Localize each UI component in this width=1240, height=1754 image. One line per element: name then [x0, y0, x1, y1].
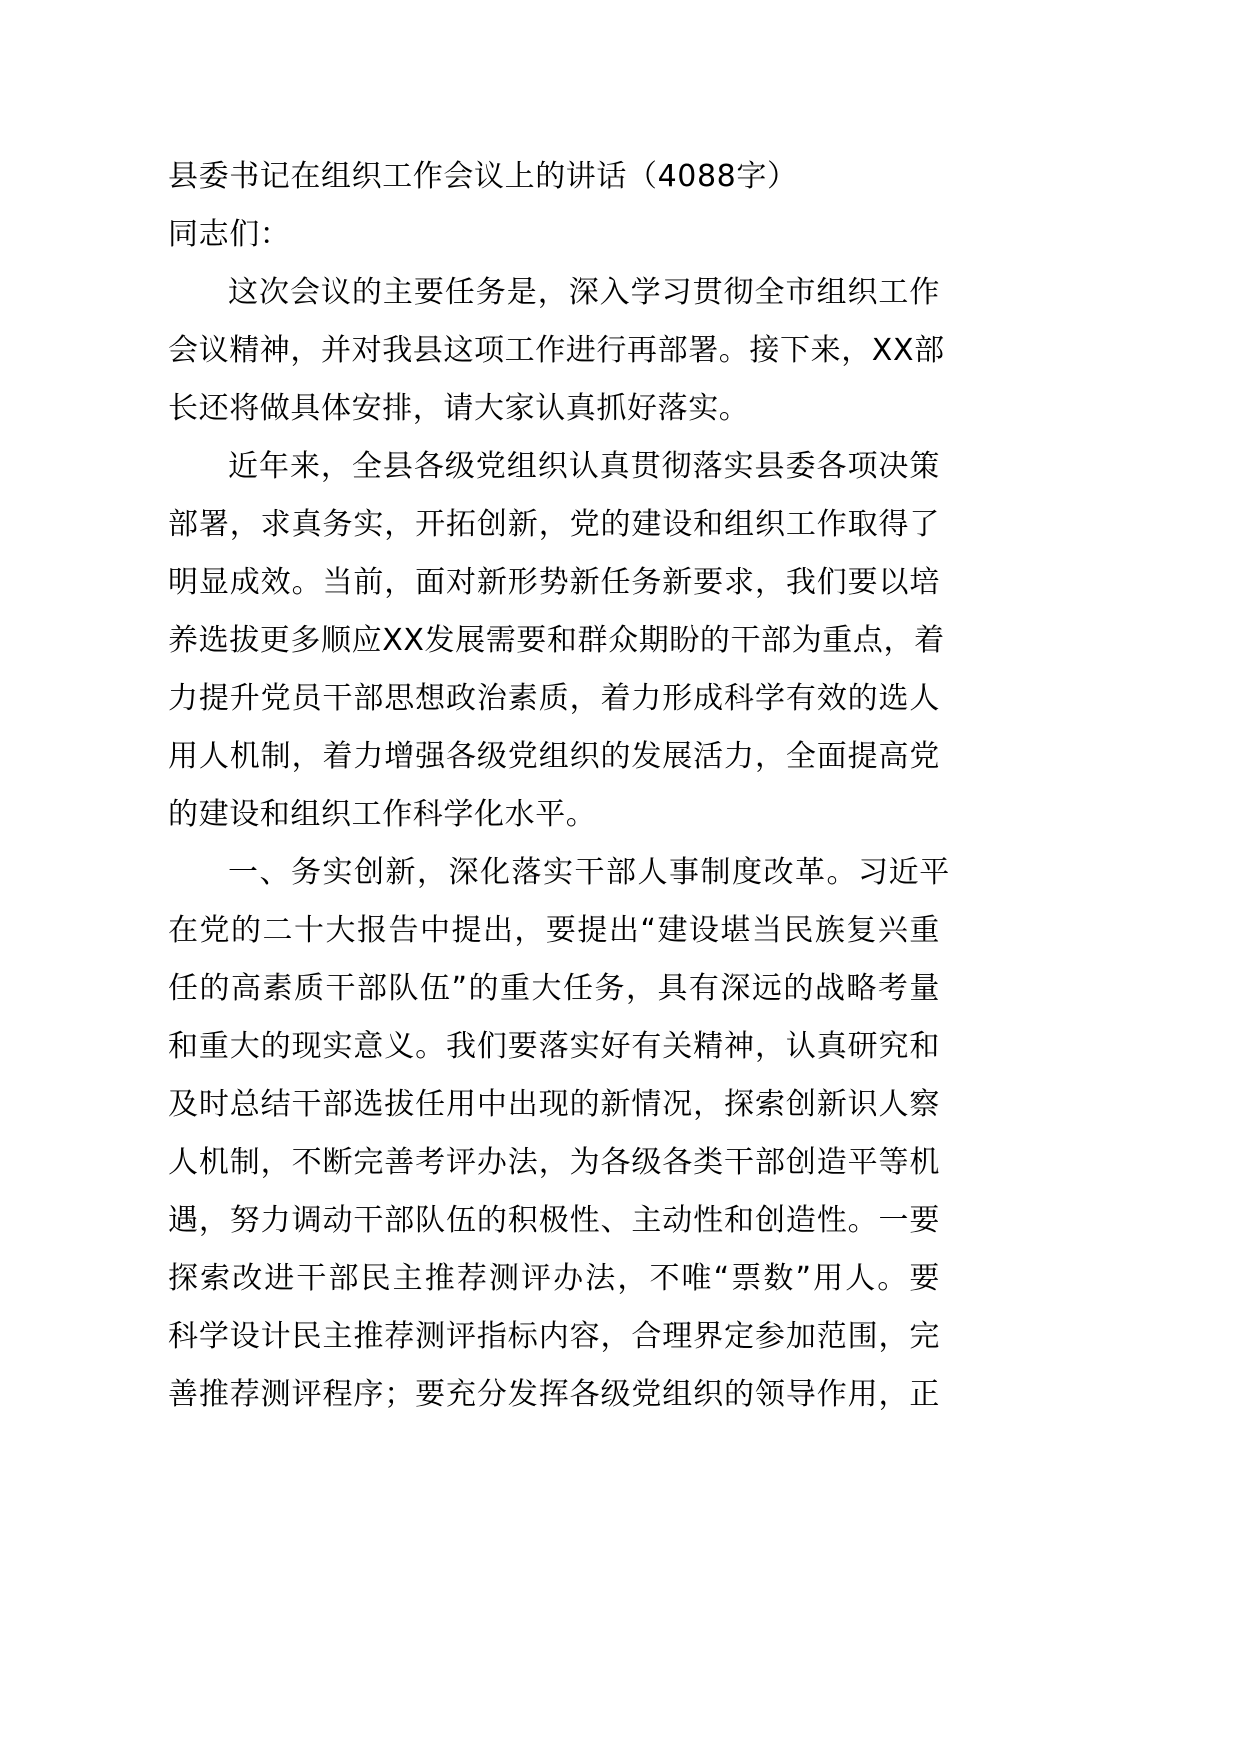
- paragraph-overview: [168, 438, 945, 844]
- paragraph-line: 明显成效。当前，面对新形势新任务新要求，我们要以培: [168, 565, 940, 600]
- paragraph-line: 会议精神，并对我县这项工作进行再部署。接下来，XX部: [168, 333, 945, 368]
- paragraph-line: 养选拔更多顺应XX发展需要和群众期盼的干部为重点，着: [168, 623, 945, 658]
- paragraph-line: 人机制，不断完善考评办法，为各级各类干部创造平等机: [168, 1145, 940, 1180]
- paragraph-section-one: [168, 844, 950, 1424]
- paragraph-line: 部署，求真务实，开拓创新，党的建设和组织工作取得了: [168, 507, 940, 542]
- paragraph-line: 及时总结干部选拔任用中出现的新情况，探索创新识人察: [168, 1087, 940, 1122]
- paragraph-line: 在党的二十大报告中提出，要提出“建设堪当民族复兴重: [168, 913, 940, 948]
- paragraph-line: 的建设和组织工作科学化水平。: [168, 797, 597, 832]
- paragraph-line: 用人机制，着力增强各级党组织的发展活力，全面提高党: [168, 739, 940, 774]
- paragraph-line: 近年来，全县各级党组织认真贯彻落实县委各项决策: [228, 449, 940, 484]
- salutation: 同志们：: [168, 217, 291, 252]
- document-title: 县委书记在组织工作会议上的讲话（4088字）: [168, 159, 798, 194]
- paragraph-line: 探索改进干部民主推荐测评办法，不唯“票数”用人。要: [168, 1261, 940, 1296]
- paragraph-line: 长还将做具体安排，请大家认真抓好落实。: [168, 391, 750, 426]
- section-heading: 一、务实创新，深化落实干部人事制度改革。: [228, 855, 858, 890]
- section-heading-tail: 习近平: [858, 855, 950, 890]
- paragraph-line: 善推荐测评程序；要充分发挥各级党组织的领导作用，正: [168, 1377, 940, 1412]
- paragraph-line: 和重大的现实意义。我们要落实好有关精神，认真研究和: [168, 1029, 940, 1064]
- document-page: [168, 148, 950, 1424]
- paragraph-line: 力提升党员干部思想政治素质，着力形成科学有效的选人: [168, 681, 940, 716]
- paragraph-line: 科学设计民主推荐测评指标内容，合理界定参加范围，完: [168, 1319, 940, 1354]
- paragraph-line: 遇，努力调动干部队伍的积极性、主动性和创造性。一要: [168, 1203, 940, 1238]
- paragraph-line: 这次会议的主要任务是，深入学习贯彻全市组织工作: [228, 275, 940, 310]
- section-heading-line: [168, 844, 950, 902]
- paragraph-intro: [168, 264, 945, 438]
- paragraph-line: 任的高素质干部队伍”的重大任务，具有深远的战略考量: [168, 971, 940, 1006]
